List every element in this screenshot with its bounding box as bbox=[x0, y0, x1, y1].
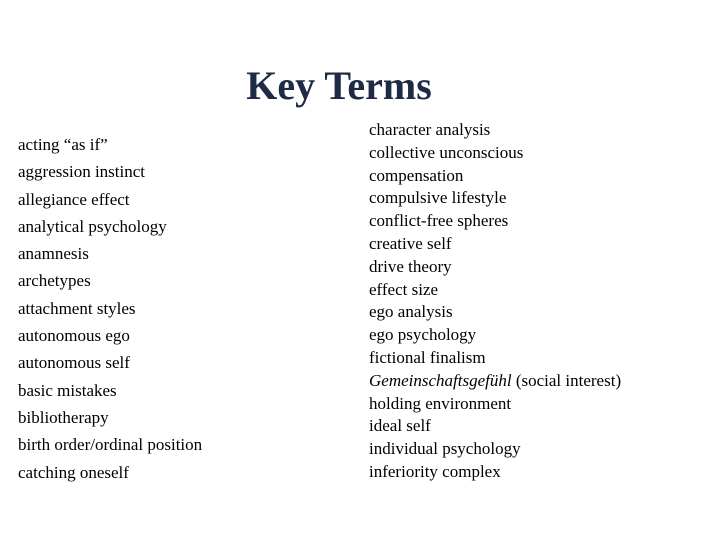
term-item: autonomous self bbox=[18, 353, 130, 373]
term-item: fictional finalism bbox=[369, 347, 486, 367]
slide-title: Key Terms bbox=[246, 63, 432, 108]
term-item: basic mistakes bbox=[18, 380, 117, 400]
terms-list-right bbox=[369, 119, 714, 484]
term-item: aggression instinct bbox=[18, 162, 146, 182]
term-item: character analysis bbox=[369, 120, 491, 139]
term-item: acting “as if” bbox=[18, 135, 108, 154]
term-item: individual psychology bbox=[369, 439, 521, 459]
term-item: holding environment bbox=[369, 393, 512, 413]
term-item: archetypes bbox=[18, 271, 91, 291]
term-item: analytical psychology bbox=[18, 216, 167, 236]
term-item: autonomous ego bbox=[18, 326, 130, 346]
term-item: compensation bbox=[369, 165, 464, 185]
term-item: ideal self bbox=[369, 416, 431, 436]
term-item: attachment styles bbox=[18, 298, 136, 318]
term-item: anamnesis bbox=[18, 244, 89, 264]
term-item: collective unconscious bbox=[369, 142, 524, 162]
term-item: ego psychology bbox=[369, 325, 477, 345]
terms-list-left bbox=[18, 131, 348, 486]
term-item: inferiority complex bbox=[369, 461, 501, 481]
term-item: allegiance effect bbox=[18, 189, 130, 209]
term-item: effect size bbox=[369, 279, 439, 299]
term-foreign-word: Gemeinschaftsgefühl bbox=[369, 370, 512, 390]
term-item: birth order/ordinal position bbox=[18, 435, 203, 455]
term-item-foreign bbox=[369, 370, 714, 393]
term-item: drive theory bbox=[369, 256, 452, 276]
term-item: catching oneself bbox=[18, 462, 129, 482]
term-gloss: (social interest) bbox=[511, 370, 622, 390]
term-item: compulsive lifestyle bbox=[369, 188, 507, 208]
term-item: conflict-free spheres bbox=[369, 211, 509, 231]
term-item: creative self bbox=[369, 233, 452, 253]
term-item: bibliotherapy bbox=[18, 407, 109, 427]
term-item: ego analysis bbox=[369, 302, 453, 322]
